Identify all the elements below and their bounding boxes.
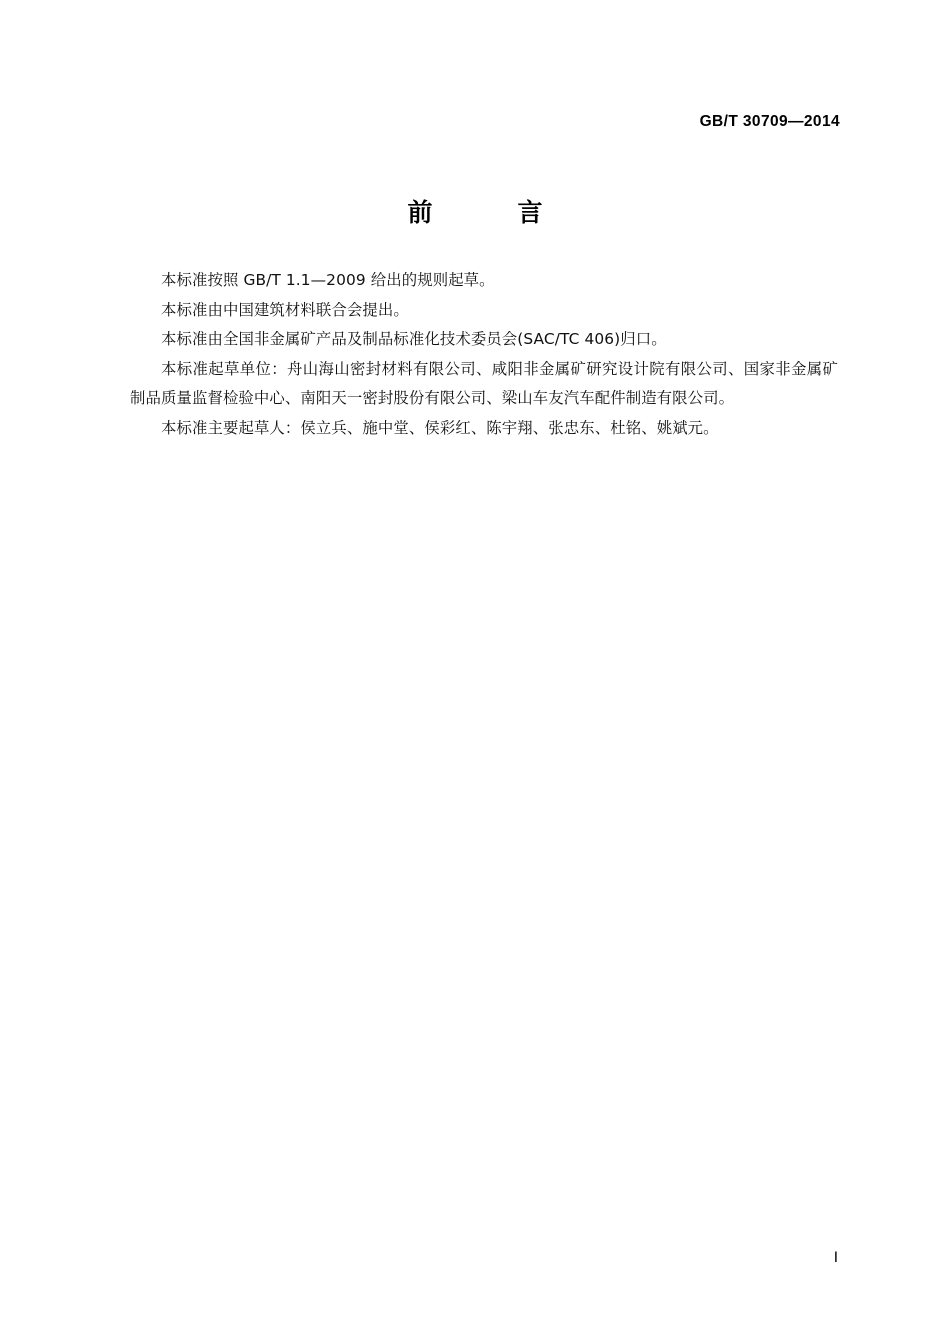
page-title: 前 言 xyxy=(407,198,573,227)
foreword-paragraph: 本标准由中国建筑材料联合会提出。 xyxy=(161,300,409,319)
foreword-paragraph: 本标准由全国非金属矿产品及制品标准化技术委员会(SAC/TC 406)归口。 xyxy=(161,330,667,348)
page-header-standard-code: GB/T 30709—2014 xyxy=(699,113,840,130)
foreword-paragraph: 本标准起草单位：舟山海山密封材料有限公司、咸阳非金属矿研究设计院有限公司、国家非金属矿制品质量监督检验中心、南阳天一密封股份有限公司、梁山车友汽车配件制造有限公司。 xyxy=(130,359,838,407)
foreword-paragraph: 本标准主要起草人：侯立兵、施中堂、侯彩红、陈宇翔、张忠东、杜铭、姚斌元。 xyxy=(161,418,719,437)
foreword-body xyxy=(130,266,838,443)
foreword-paragraph: 本标准按照 GB/T 1.1—2009 给出的规则起草。 xyxy=(161,271,495,289)
page-number: Ⅰ xyxy=(833,1250,838,1266)
